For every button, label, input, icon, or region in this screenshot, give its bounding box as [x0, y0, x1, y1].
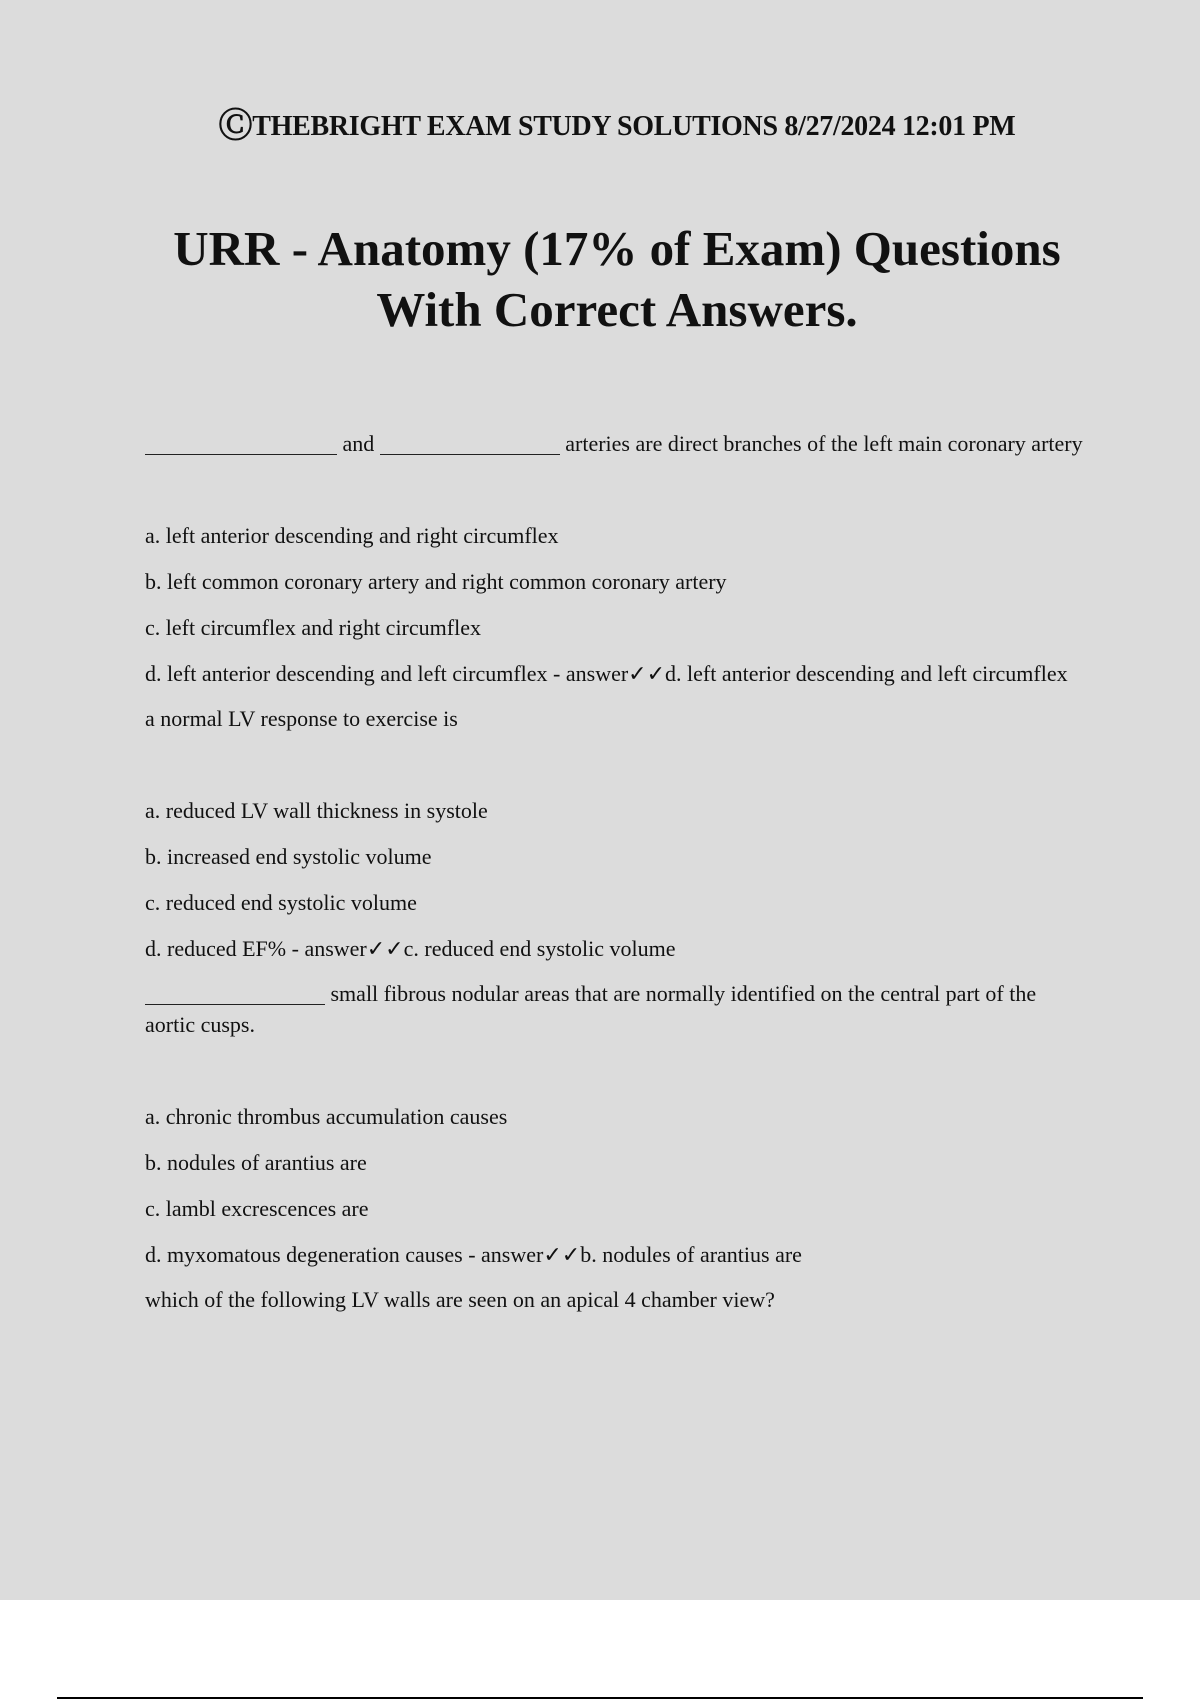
- question-1-option-d-answer: d. left anterior descending and left circumflex - answer✓✓d. left anterior descending and left circumflex: [145, 661, 1068, 686]
- footer-rule: [57, 1697, 1143, 1699]
- question-1-stem: [145, 428, 1085, 459]
- header-text: THEBRIGHT EXAM STUDY SOLUTIONS 8/27/2024 12:01 PM: [252, 111, 1016, 142]
- question-3-stem: [145, 978, 1085, 1040]
- title-line-1: URR - Anatomy (17% of Exam) Questions: [173, 221, 1061, 276]
- fill-blank: [145, 433, 337, 455]
- question-3-stem-text: small fibrous nodular areas that are normally identified on the central part of the aortic cusps.: [145, 981, 1037, 1037]
- question-2-option-d-answer: d. reduced EF% - answer✓✓c. reduced end systolic volume: [145, 936, 676, 961]
- fill-blank: [380, 433, 560, 455]
- question-2-option-a: a. reduced LV wall thickness in systole: [145, 798, 488, 823]
- title-line-2: With Correct Answers.: [376, 282, 858, 337]
- question-1-option-b: b. left common coronary artery and right common coronary artery: [145, 569, 727, 594]
- question-4-stem: which of the following LV walls are seen on an apical 4 chamber view?: [145, 1287, 775, 1312]
- copyright-icon: Ⓒ: [218, 108, 253, 145]
- document-header: [0, 98, 1200, 147]
- question-3-option-d-answer: d. myxomatous degeneration causes - answer✓✓b. nodules of arantius are: [145, 1242, 802, 1267]
- question-1-option-a: a. left anterior descending and right circumflex: [145, 523, 559, 548]
- question-2-option-b: b. increased end systolic volume: [145, 844, 432, 869]
- question-1-stem-part-1: and: [342, 431, 375, 456]
- document-title: [0, 218, 1200, 340]
- question-2-stem: a normal LV response to exercise is: [145, 706, 458, 731]
- question-list: [145, 428, 1085, 1315]
- question-2-option-c: c. reduced end systolic volume: [145, 890, 417, 915]
- question-1-stem-part-2: arteries are direct branches of the left main coronary artery: [565, 431, 1083, 456]
- question-1-option-c: c. left circumflex and right circumflex: [145, 615, 481, 640]
- question-3-option-c: c. lambl excrescences are: [145, 1196, 369, 1221]
- question-3-option-a: a. chronic thrombus accumulation causes: [145, 1104, 508, 1129]
- question-3-option-b: b. nodules of arantius are: [145, 1150, 367, 1175]
- fill-blank: [145, 983, 325, 1005]
